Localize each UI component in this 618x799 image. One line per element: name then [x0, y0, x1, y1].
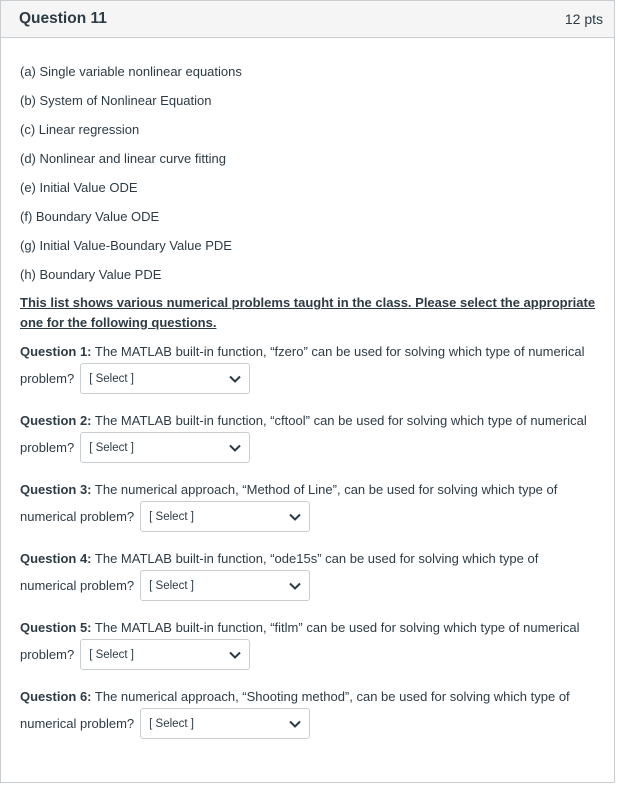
- question-4-label: Question 4:: [20, 551, 92, 566]
- question-4-select[interactable]: [ Select ]: [140, 570, 310, 601]
- question-5-answer-row: problem? [ Select ]: [20, 639, 250, 670]
- instruction-text: This list shows various numerical problems taught in the class. Please select the appropriate one for the following questions.: [20, 295, 596, 330]
- option-c: (c) Linear regression: [20, 122, 140, 137]
- question-6-select[interactable]: [ Select ]: [140, 708, 310, 739]
- question-3-select[interactable]: [ Select ]: [140, 501, 310, 532]
- question-3-answer-row: numerical problem? [ Select ]: [20, 501, 310, 532]
- question-3-text: Question 3: The numerical approach, “Method of Line”, can be used for solving which type of: [20, 482, 558, 497]
- question-1-select[interactable]: [ Select ]: [80, 363, 250, 394]
- question-2-label: Question 2:: [20, 413, 92, 428]
- option-b: (b) System of Nonlinear Equation: [20, 93, 212, 108]
- question-header: [1, 1, 614, 38]
- question-5-text: Question 5: The MATLAB built-in function, “fitlm” can be used for solving which type of numerical: [20, 620, 580, 635]
- option-g: (g) Initial Value-Boundary Value PDE: [20, 238, 232, 253]
- question-5-select[interactable]: [ Select ]: [80, 639, 250, 670]
- question-3-label: Question 3:: [20, 482, 92, 497]
- question-4-text: Question 4: The MATLAB built-in function, “ode15s” can be used for solving which type of: [20, 551, 539, 566]
- chevron-down-icon: [289, 582, 301, 590]
- option-f: (f) Boundary Value ODE: [20, 209, 160, 224]
- option-e: (e) Initial Value ODE: [20, 180, 138, 195]
- option-h: (h) Boundary Value PDE: [20, 267, 162, 282]
- question-1-text: Question 1: The MATLAB built-in function, “fzero” can be used for solving which type of numerical: [20, 344, 585, 359]
- option-d: (d) Nonlinear and linear curve fitting: [20, 151, 226, 166]
- chevron-down-icon: [289, 513, 301, 521]
- question-5-label: Question 5:: [20, 620, 92, 635]
- chevron-down-icon: [229, 444, 241, 452]
- question-title: Question 11: [19, 10, 107, 27]
- question-1-label: Question 1:: [20, 344, 92, 359]
- question-2-text: Question 2: The MATLAB built-in function, “cftool” can be used for solving which type of numerical: [20, 413, 587, 428]
- question-6-answer-row: numerical problem? [ Select ]: [20, 708, 310, 739]
- option-a: (a) Single variable nonlinear equations: [20, 64, 242, 79]
- question-6-label: Question 6:: [20, 689, 92, 704]
- question-points: 12 pts: [564, 11, 603, 27]
- question-1-answer-row: problem? [ Select ]: [20, 363, 250, 394]
- chevron-down-icon: [229, 651, 241, 659]
- question-2-select[interactable]: [ Select ]: [80, 432, 250, 463]
- question-2-answer-row: problem? [ Select ]: [20, 432, 250, 463]
- chevron-down-icon: [289, 720, 301, 728]
- question-4-answer-row: numerical problem? [ Select ]: [20, 570, 310, 601]
- chevron-down-icon: [229, 375, 241, 383]
- question-6-text: Question 6: The numerical approach, “Shooting method”, can be used for solving which type of: [20, 689, 570, 704]
